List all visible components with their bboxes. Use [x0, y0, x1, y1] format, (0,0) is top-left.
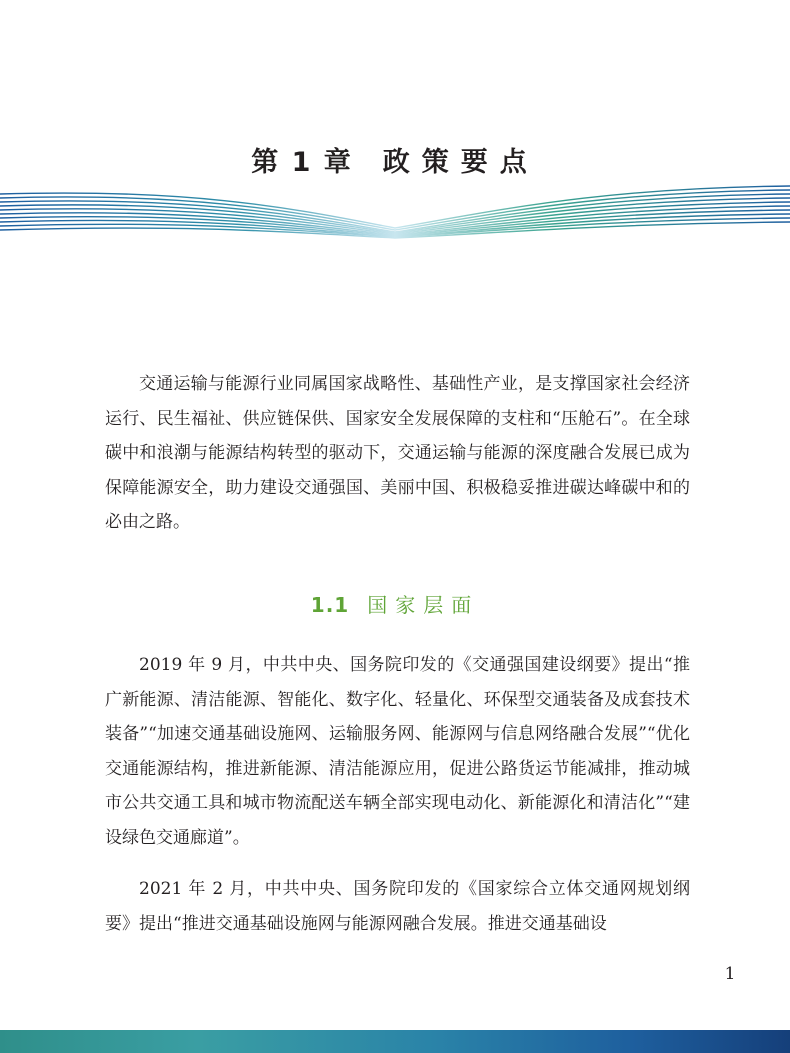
section-name: 国家层面: [367, 593, 480, 617]
chapter-name: 政策要点: [382, 147, 539, 178]
chapter-number: 第 1 章: [251, 147, 353, 178]
chapter-title: [0, 140, 790, 179]
body-paragraph: 2021 年 2 月，中共中央、国务院印发的《国家综合立体交通网规划纲要》提出“推进交通基础设施网与能源网融合发展。推进交通基础设: [105, 879, 690, 934]
footer-color-bar: [0, 1030, 790, 1053]
body-paragraph: 2019 年 9 月，中共中央、国务院印发的《交通强国建设纲要》提出“推广新能源、清洁能源、智能化、数字化、轻量化、环保型交通装备及成套技术装备”“加速交通基础设施网、运输服务网、能源网与信息网络融合发展”“优化交通能源结构，推进新能源、清洁能源应用，促进公路货运节能减排，推动城市公共交通工具和城市物流配送车辆全部实现电动化、新能源化和清洁化”“建设绿色交通廊道”。: [105, 655, 690, 848]
page-number: 1: [724, 964, 736, 984]
section-heading: [0, 589, 790, 618]
section-number: 1.1: [310, 593, 350, 617]
decorative-wave-band: [0, 180, 790, 240]
intro-paragraph: 交通运输与能源行业同属国家战略性、基础性产业，是支撑国家社会经济运行、民生福祉、供应链保供、国家安全发展保障的支柱和“压舱石”。在全球碳中和浪潮与能源结构转型的驱动下，交通运输与能源的深度融合发展已成为保障能源安全，助力建设交通强国、美丽中国、积极稳妥推进碳达峰碳中和的必由之路。: [105, 374, 690, 532]
